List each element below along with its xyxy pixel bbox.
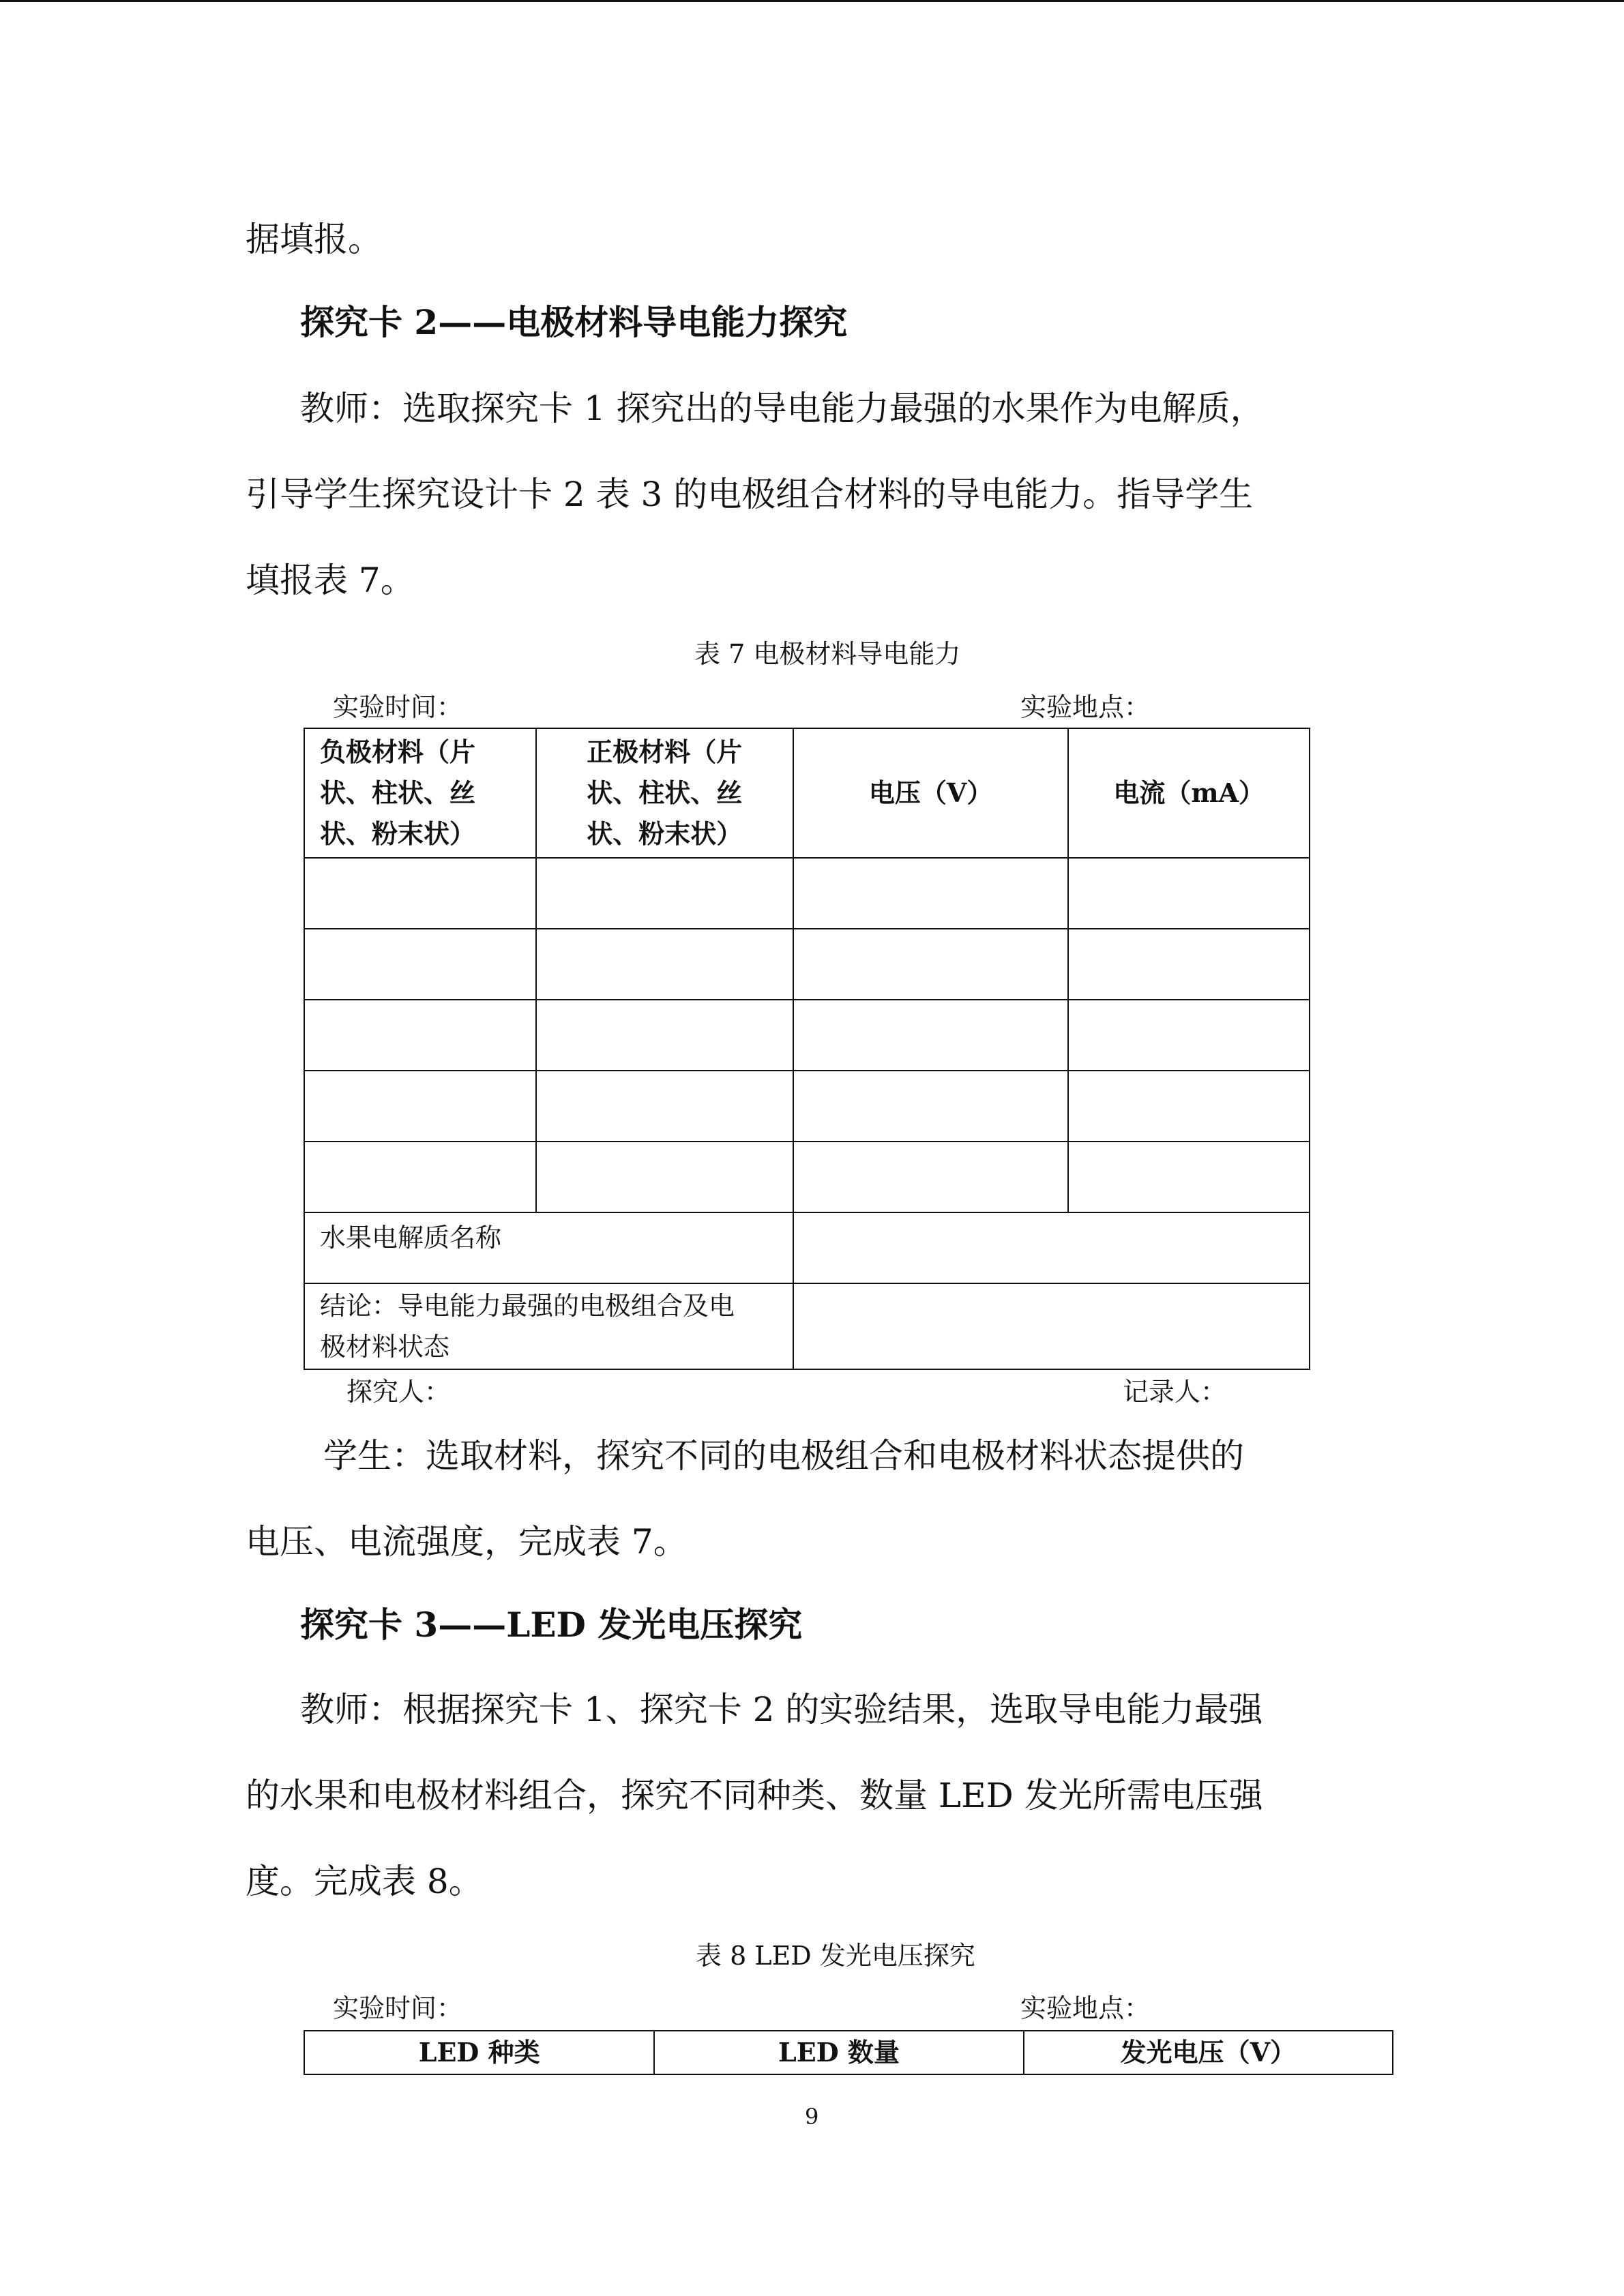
table-8-header-row [304, 2031, 1393, 2074]
header-light-voltage: 发光电压（V） [1024, 2031, 1393, 2074]
table-cell[interactable] [304, 1071, 536, 1142]
conclusion-line-1: 结论：导电能力最强的电极组合及电 [320, 1291, 735, 1321]
paragraph-teacher-2-line-1: 教师：选取探究卡 1 探究出的导电能力最强的水果作为电解质， [300, 389, 1265, 428]
table-cell[interactable] [304, 929, 536, 1000]
conclusion-line-2: 极材料状态 [320, 1332, 450, 1362]
table-row [304, 929, 1310, 1000]
header-led-count: LED 数量 [654, 2031, 1023, 2074]
fruit-electrolyte-label: 水果电解质名称 [304, 1212, 793, 1283]
table-cell[interactable] [1068, 1000, 1310, 1071]
table-7-header-row [304, 728, 1310, 858]
paragraph-teacher-3-line-2: 的水果和电极材料组合，探究不同种类、数量 LED 发光所需电压强 [246, 1776, 1263, 1815]
paragraph-student-line-1: 学生：选取材料，探究不同的电极组合和电极材料状态提供的 [323, 1436, 1244, 1476]
table-cell[interactable] [1068, 1071, 1310, 1142]
table-cell[interactable] [536, 858, 793, 929]
table-cell[interactable] [304, 1142, 536, 1212]
paragraph-teacher-3-line-1: 教师：根据探究卡 1、探究卡 2 的实验结果，选取导电能力最强 [300, 1690, 1263, 1729]
table-8 [304, 2030, 1393, 2075]
table-cell[interactable] [1068, 1142, 1310, 1212]
table-cell[interactable] [793, 929, 1068, 1000]
paragraph-teacher-2-line-3: 填报表 7。 [246, 561, 415, 600]
table-cell[interactable] [304, 1000, 536, 1071]
table-7-exp-time: 实验时间： [333, 692, 463, 722]
header-led-type: LED 种类 [304, 2031, 654, 2074]
table-7-caption: 表 7 电极材料导电能力 [694, 639, 961, 669]
header-positive-line-3: 状、粉末状） [587, 818, 743, 849]
table-row [304, 1071, 1310, 1142]
table-cell[interactable] [1068, 858, 1310, 929]
table-7-conclusion-row [304, 1283, 1310, 1369]
table-row [304, 1142, 1310, 1212]
paragraph-teacher-2-line-2: 引导学生探究设计卡 2 表 3 的电极组合材料的导电能力。指导学生 [246, 475, 1254, 514]
top-border-line [0, 0, 1624, 2]
table-8-exp-place: 实验地点： [1020, 1993, 1151, 2023]
table-7-exp-place: 实验地点： [1020, 692, 1151, 722]
conclusion-label [304, 1283, 793, 1369]
header-positive-line-2: 状、柱状、丝 [587, 777, 743, 808]
table-7-recorder: 记录人： [1123, 1377, 1227, 1407]
fruit-electrolyte-value[interactable] [793, 1212, 1310, 1283]
table-cell[interactable] [536, 1142, 793, 1212]
table-cell[interactable] [793, 1000, 1068, 1071]
table-cell[interactable] [1068, 929, 1310, 1000]
heading-card-2: 探究卡 2——电极材料导电能力探究 [300, 302, 848, 342]
table-cell[interactable] [536, 1000, 793, 1071]
table-cell[interactable] [536, 929, 793, 1000]
table-8-exp-time: 实验时间： [333, 1993, 463, 2023]
header-voltage: 电压（V） [793, 728, 1068, 858]
header-positive-line-1: 正极材料（片 [587, 736, 743, 767]
table-cell[interactable] [304, 858, 536, 929]
header-current: 电流（mA） [1068, 728, 1310, 858]
table-8-caption: 表 8 LED 发光电压探究 [696, 1941, 975, 1971]
table-cell[interactable] [793, 858, 1068, 929]
table-7-fruit-row [304, 1212, 1310, 1283]
header-negative-line-1: 负极材料（片 [320, 736, 476, 767]
paragraph-teacher-3-line-3: 度。完成表 8。 [246, 1862, 483, 1901]
paragraph-intro-end: 据填报。 [246, 220, 382, 259]
table-cell[interactable] [793, 1142, 1068, 1212]
header-negative-line-2: 状、柱状、丝 [320, 777, 476, 808]
paragraph-student-line-2: 电压、电流强度，完成表 7。 [246, 1522, 688, 1562]
header-negative-material [304, 728, 536, 858]
header-positive-material [536, 728, 793, 858]
page-number: 9 [805, 2104, 819, 2130]
heading-card-3: 探究卡 3——LED 发光电压探究 [300, 1605, 803, 1645]
table-row [304, 858, 1310, 929]
table-cell[interactable] [536, 1071, 793, 1142]
table-7-researcher: 探究人： [346, 1377, 451, 1407]
header-negative-line-3: 状、粉末状） [320, 818, 476, 849]
table-row [304, 1000, 1310, 1071]
table-7 [304, 728, 1310, 1370]
conclusion-value[interactable] [793, 1283, 1310, 1369]
table-cell[interactable] [793, 1071, 1068, 1142]
